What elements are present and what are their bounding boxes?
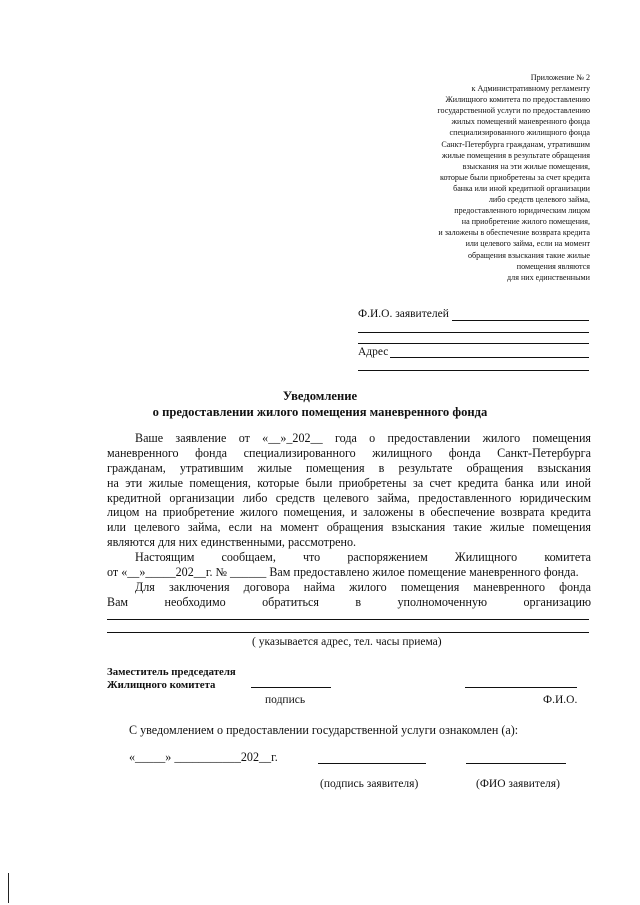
appendix-line: которые были приобретены за счет кредита [439, 172, 590, 182]
applicant-signature-label: (подпись заявителя) [320, 778, 419, 790]
body-line: на эти жилые помещения, которые были приобретены за счет кредита банка или иной [107, 475, 591, 490]
appendix-line: помещения являются [516, 261, 590, 271]
body-line: лицом на приобретение жилого помещения, и заложены в обеспечение возврата кредита [107, 505, 591, 520]
organization-line-1[interactable] [107, 619, 589, 620]
applicant-signature-line[interactable] [318, 763, 426, 764]
signatory-fio-line[interactable] [465, 687, 577, 688]
signature-label: подпись [265, 694, 306, 706]
body-line: маневренного фонда специализированного жилищного фонда Санкт-Петербурга [107, 445, 591, 460]
appendix-line: взыскания на эти жилые помещения, [462, 161, 590, 171]
acknowledgement-date[interactable]: «_____» ___________202__г. [129, 750, 278, 764]
appendix-header [400, 72, 590, 283]
document-title [0, 388, 640, 420]
signatory-position-1: Заместитель председателя [107, 666, 236, 678]
body-line: гражданам, утратившим жилые помещения в результате обращения взыскания [107, 460, 591, 475]
appendix-line: специализированного жилищного фонда [449, 128, 590, 138]
signatory-position-2: Жилищного комитета [107, 679, 216, 691]
signatory-fio-label: Ф.И.О. [543, 694, 578, 706]
applicant-fio-sign-line[interactable] [466, 763, 566, 764]
body-line: Для заключения договора найма жилого помещения маневренного фонда [135, 579, 591, 594]
title-line-1: Уведомление [282, 389, 358, 403]
notification-body [107, 431, 591, 610]
body-line: Настоящим сообщаем, что распоряжением Жилищного комитета [135, 550, 591, 565]
appendix-line: Жилищного комитета по предоставлению [445, 95, 590, 105]
applicant-address-line-2[interactable] [358, 370, 589, 371]
organization-hint: ( указывается адрес, тел. часы приема) [252, 636, 442, 648]
appendix-line: либо средств целевого займа, [488, 195, 590, 205]
applicant-address-label: Адрес [358, 346, 389, 358]
body-line: от «__»_____202__г. № ______ Вам предоставлено жилое помещение маневренного фонда. [107, 565, 579, 580]
applicant-address-line[interactable] [390, 357, 589, 358]
body-line: являются для них единственными, рассмотрено. [107, 535, 357, 550]
applicant-fio-line[interactable] [452, 320, 589, 321]
applicant-fio-line-3[interactable] [358, 343, 589, 344]
body-line: кредитной организации либо средств целевого займа, предоставленного юридическим [107, 490, 591, 505]
signature-line[interactable] [251, 687, 331, 688]
scan-margin-mark [8, 873, 9, 903]
appendix-line: государственной услуги по предоставлению [437, 106, 590, 116]
appendix-line: или целевого займа, если на момент [465, 239, 590, 249]
appendix-line: для них единственными [507, 272, 590, 282]
body-line: Ваше заявление от «__»_202__ года о предоставлении жилого помещения [135, 431, 591, 445]
organization-line-2[interactable] [107, 632, 589, 633]
appendix-line: на приобретение жилого помещения, [461, 217, 590, 227]
applicant-fio-sign-label: (ФИО заявителя) [476, 778, 560, 790]
title-line-2: о предоставлении жилого помещения маневренного фонда [152, 405, 488, 419]
applicant-fio-label: Ф.И.О. заявителей [358, 308, 449, 320]
body-line: Вам необходимо обратиться в уполномоченную организацию [107, 594, 591, 609]
appendix-line: жилых помещений маневренного фонда [451, 117, 590, 127]
body-line: или целевого займа, если на момент обращения взыскания такие жилые помещения [107, 520, 591, 535]
appendix-line: жилые помещения в результате обращения [441, 150, 590, 160]
appendix-line: банка или иной кредитной организации [453, 183, 590, 193]
appendix-line: обращения взыскания такие жилые [468, 250, 590, 260]
appendix-line: и заложены в обеспечение возврата кредита [438, 228, 590, 238]
acknowledgement-text: С уведомлением о предоставлении государственной услуги ознакомлен (а): [129, 723, 519, 737]
applicant-fio-line-2[interactable] [358, 332, 589, 333]
appendix-line: Санкт-Петербурга гражданам, утратившим [441, 139, 590, 149]
appendix-line: Приложение № 2 [530, 73, 590, 82]
appendix-line: предоставленного юридическим лицом [454, 206, 590, 216]
appendix-line: к Административному регламенту [471, 84, 590, 94]
